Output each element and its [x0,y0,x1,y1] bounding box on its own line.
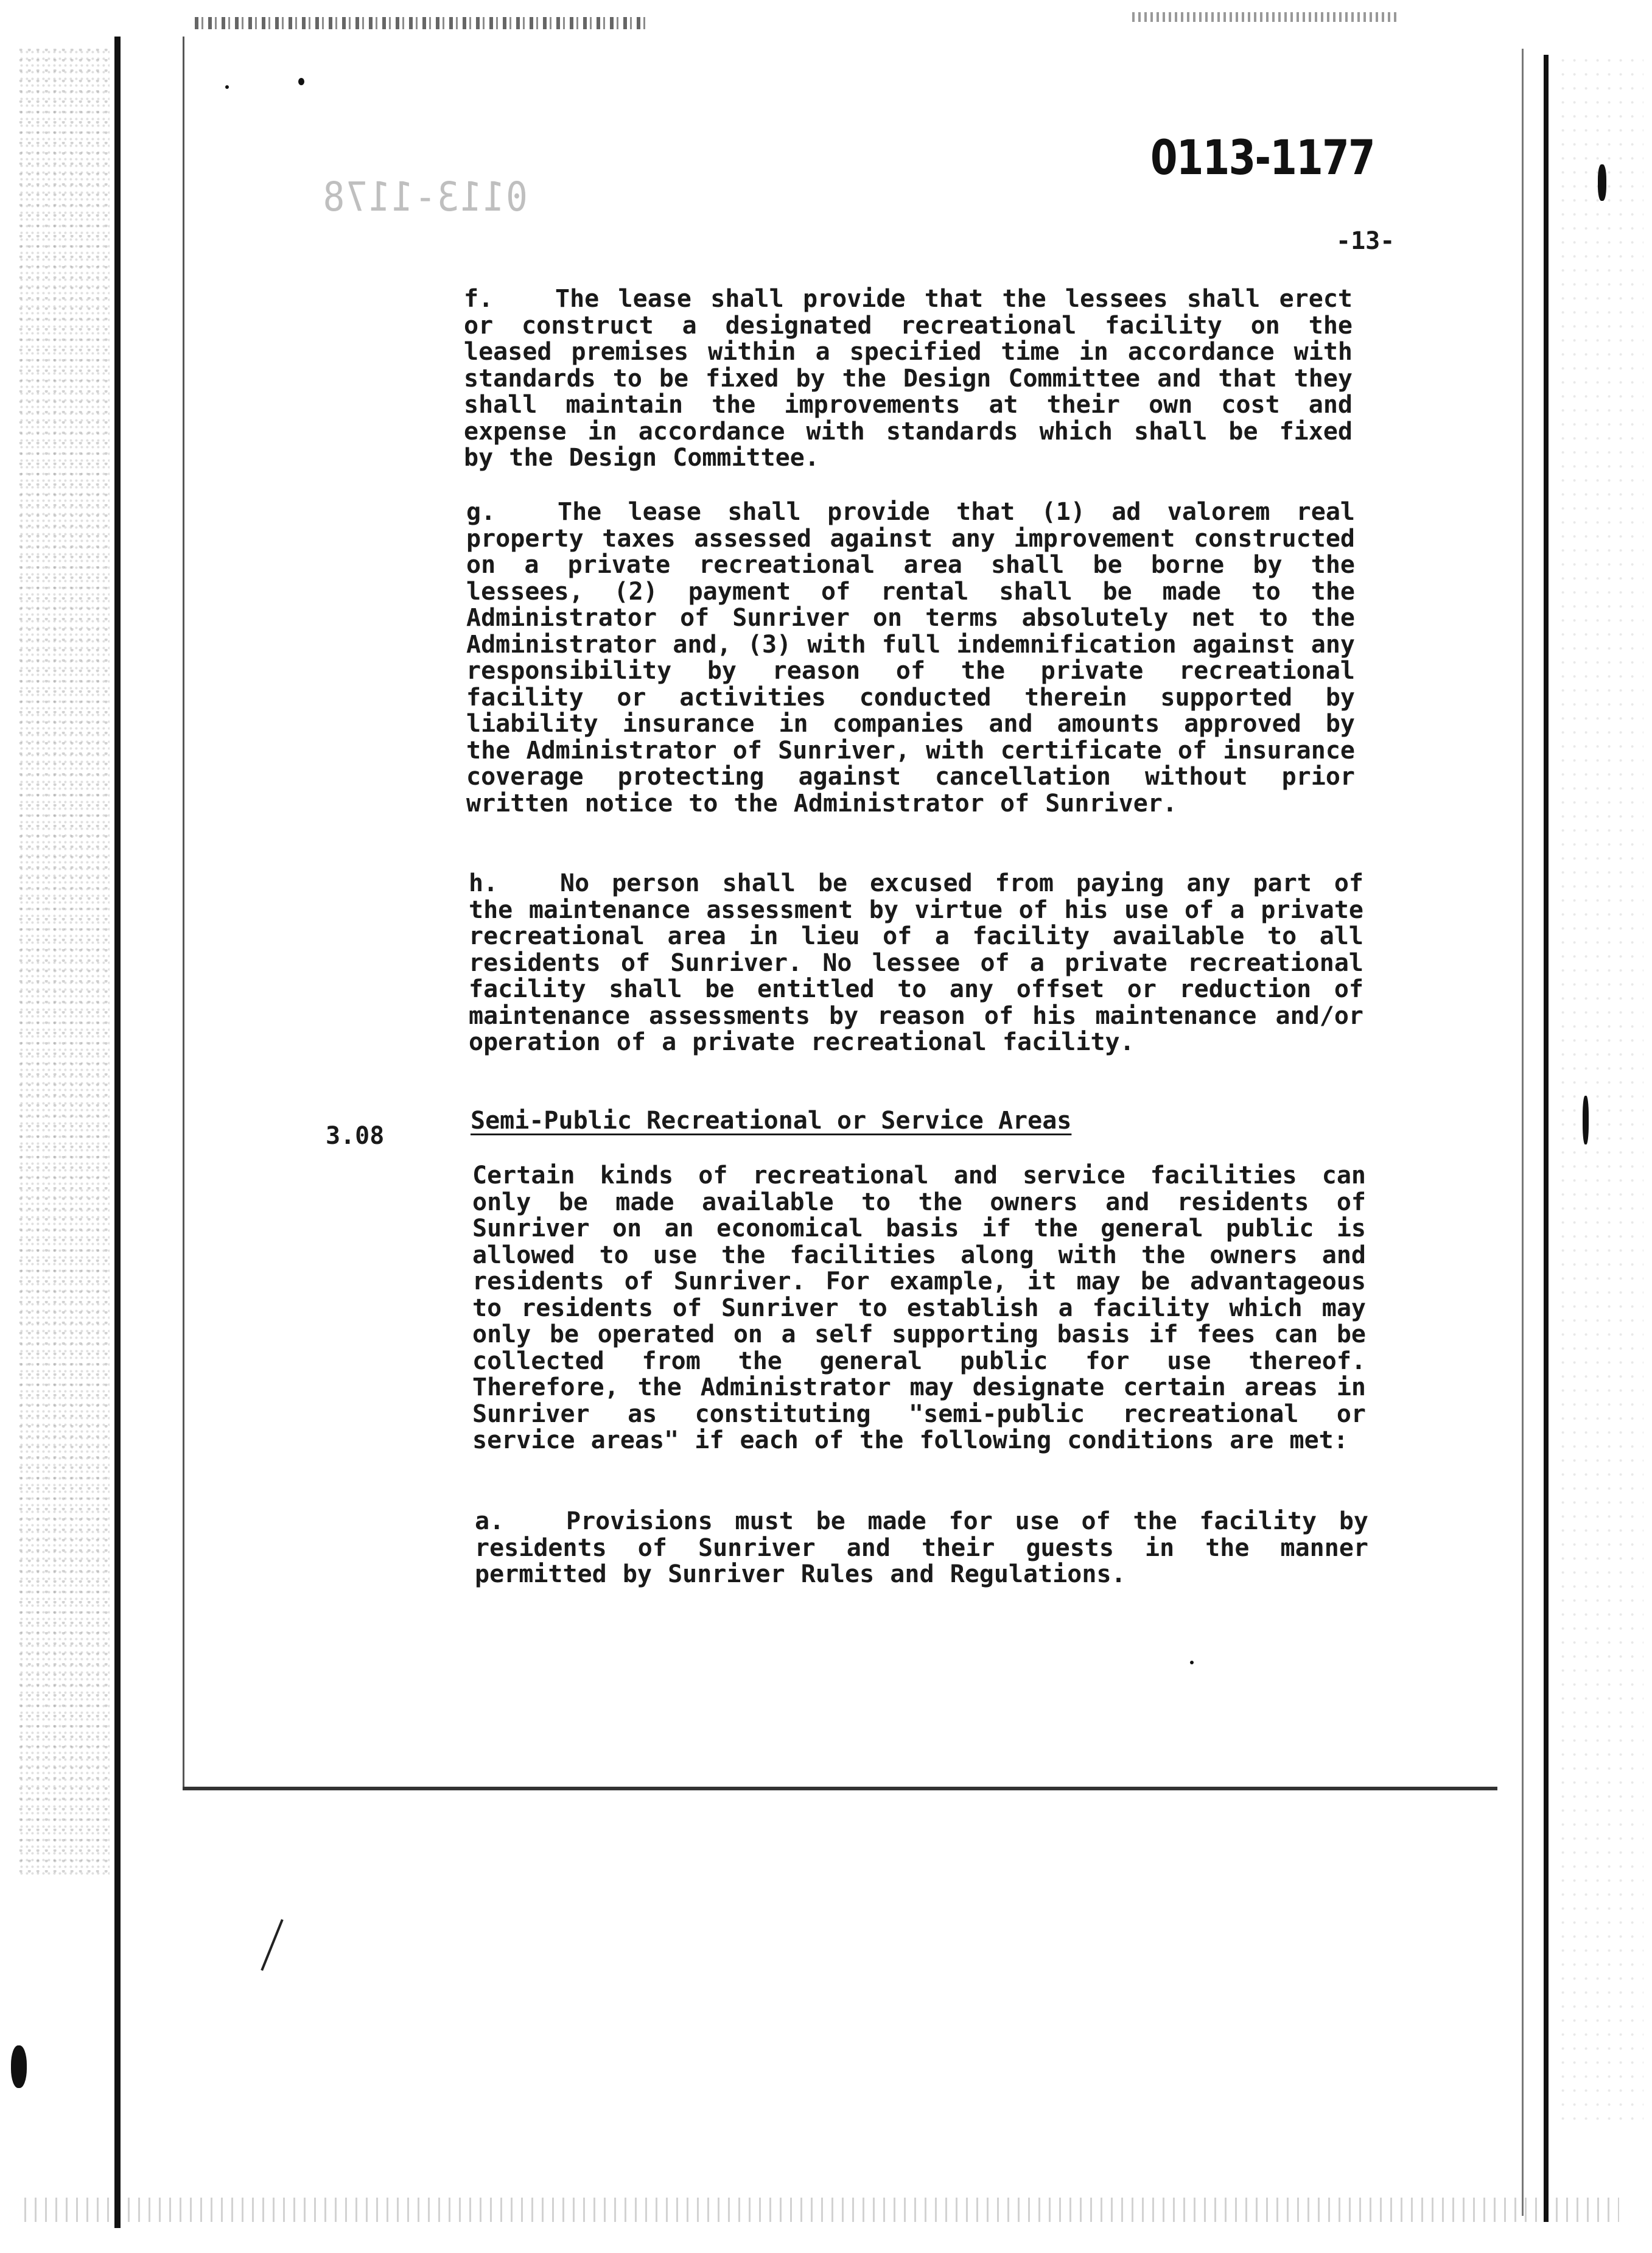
page-edge-right [1522,49,1524,2216]
paragraph-a [475,1508,1368,1588]
paragraph-label: a. [475,1507,505,1535]
speck [1190,1661,1194,1664]
pen-mark [261,1919,283,1971]
paragraph-text: Certain kinds of recreational and service facilities can only be made available to the owners and residents of Sunriver on an economical basis if the general public is allowed to use the facilities along with the owners and residents of Sunriver. For example, it may be advantageous to residents of Sunriver to establish a facility which may only be operated on a self supporting basis if fees can be collected from the general public for use thereof. Therefore, the Administrator may designate certain areas in Sunriver as constituting "semi-public recreational or service areas" if each of the following conditions are met: [472,1162,1366,1454]
paragraph-text: No person shall be excused from paying any part of the maintenance assessment by virtue of his use of a private recreational area in lieu of a facility available to all residents of Sunriver. No lessee of a private recreational facility shall be entitled to any offset or reduction of maintenance assessments by reason of his maintenance and/or operation of a private recreational facility. [469,869,1363,1056]
scan-edge-top [195,17,645,29]
paragraph-label: g. [466,498,496,526]
paragraph-h [469,871,1363,1056]
section-title: Semi-Public Recreational or Service Areas [471,1107,1072,1135]
document-number: 0113-1177 [1150,131,1374,186]
section-intro [472,1163,1366,1454]
paragraph-label: h. [469,869,499,897]
page-edge-left [183,37,184,1790]
scan-noise-bottom [24,2198,1619,2222]
mirrored-bleed-number: 0113-1178 [321,173,528,220]
paragraph-text: The lease shall provide that the lessees shall erect or construct a designated recreational facility on the leased premises within a specified time in accordance with standards to be fixed by the Design Committee and that they shall maintain the improvements at their own cost and expense in accordance with standards which shall be fixed by the Design Committee. [464,285,1353,472]
paragraph-label: f. [464,285,494,313]
paragraph-text: Provisions must be made for use of the facility by residents of Sunriver and their guests in the manner permitted by Sunriver Rules and Regulations. [475,1507,1368,1588]
paragraph-g [466,499,1355,817]
speck [1598,164,1606,201]
scan-noise-left [18,49,110,1875]
speck [1583,1096,1589,1144]
section-number: 3.08 [326,1122,385,1150]
scan-border-right [1544,55,1549,2222]
scan-border-left [114,37,121,2228]
scan-noise-right [1558,55,1643,2125]
page-edge-bottom [183,1787,1497,1790]
speck [11,2045,27,2088]
scan-edge-top-right [1132,12,1400,22]
page-number: -13- [1336,227,1395,255]
paragraph-f [464,286,1353,472]
speck [225,85,229,89]
speck [298,78,304,85]
paragraph-text: The lease shall provide that (1) ad valorem real property taxes assessed against any improvement constructed on a private recreational area shall be borne by the lessees, (2) payment of rental shall be made to the Administrator of Sunriver on terms absolutely net to the Administrator and, (3) with full indemnification against any responsibility by reason of the private recreational facility or activities conducted therein supported by liability insurance in companies and amounts approved by the Administrator of Sunriver, with certificate of insurance coverage protecting against cancellation without prior written notice to the Administrator of Sunriver. [466,498,1355,818]
